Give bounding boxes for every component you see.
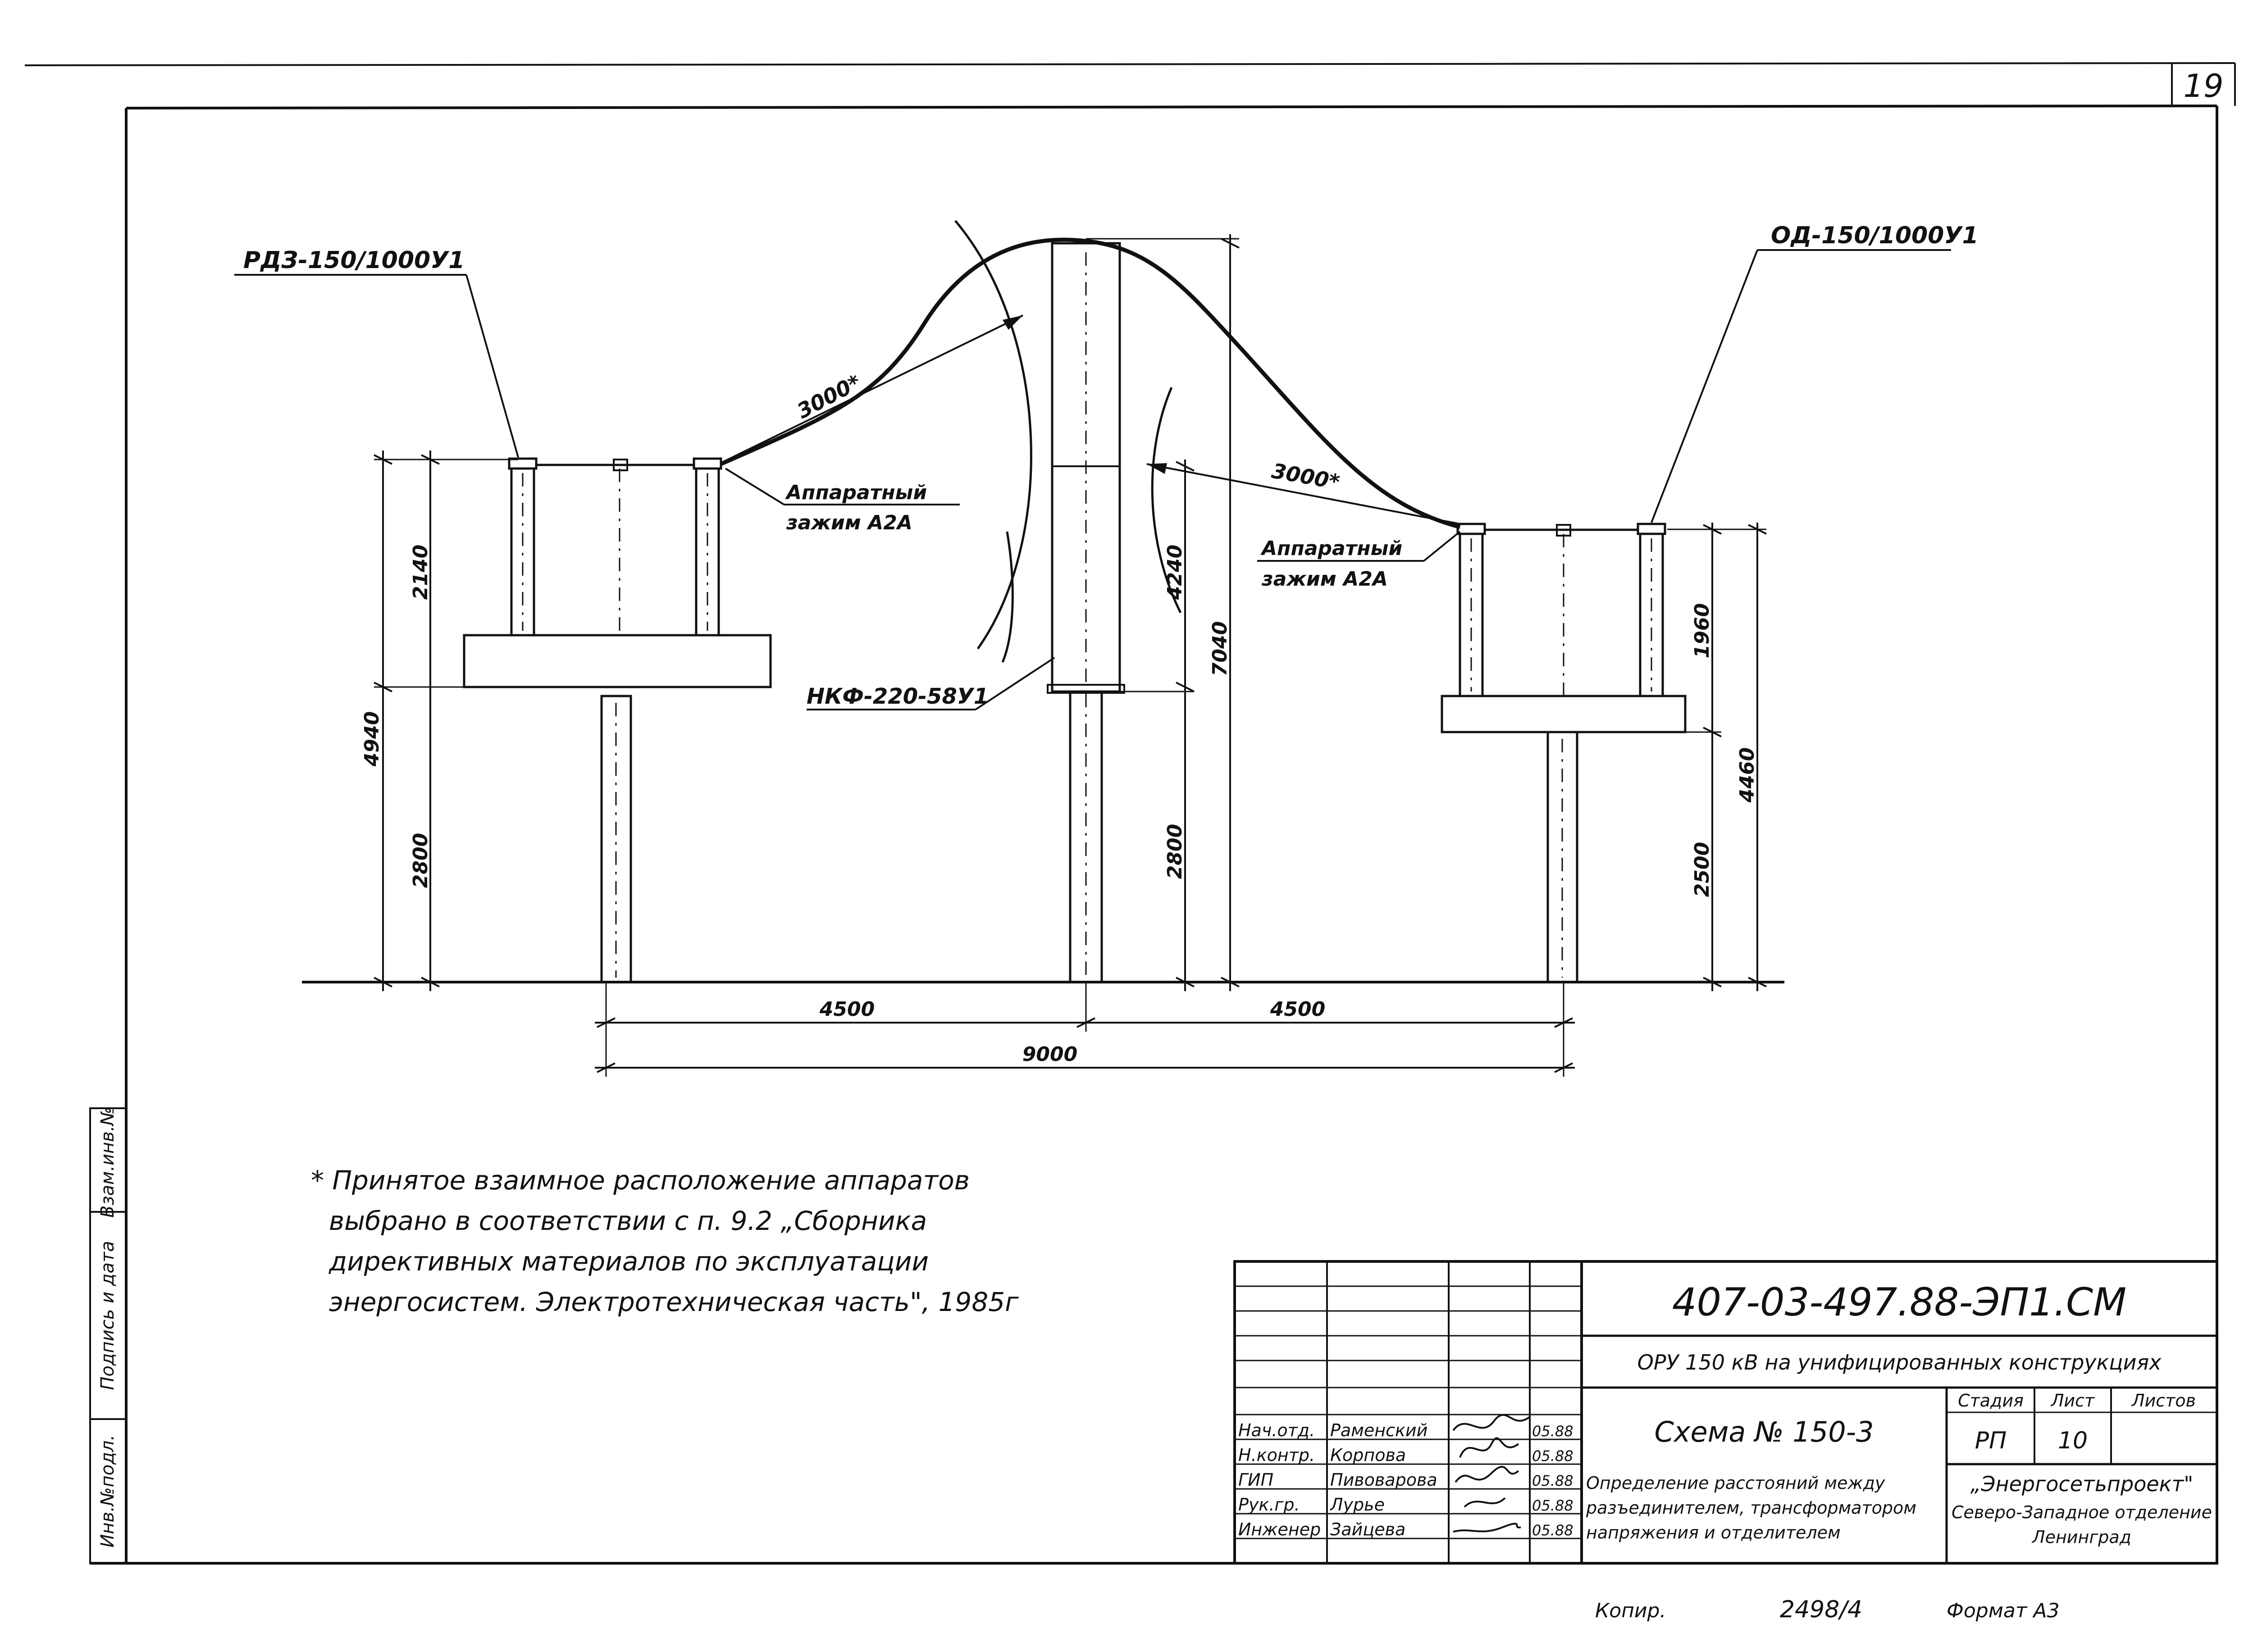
sig-name: Лурье — [1330, 1495, 1385, 1515]
footer-copy-label: Копир. — [1595, 1599, 1666, 1622]
tb-sheet-header: Лист — [2051, 1391, 2095, 1411]
sig-name: Корпова — [1330, 1445, 1406, 1465]
side-stamp-podpis-data: Подпись и дата — [97, 1241, 118, 1390]
tb-sheets-header: Листов — [2132, 1391, 2196, 1411]
clearance-line-left — [723, 315, 1023, 462]
label-clamp-right-2: зажим А2А — [1262, 568, 1388, 591]
tb-desc-1: Определение расстояний между — [1586, 1473, 1885, 1493]
tb-doc-code: 407-03-497.88-ЭП1.СМ — [1672, 1280, 2127, 1325]
dim-right-upper: 1960 — [1691, 603, 1714, 659]
signature-rows — [1238, 1420, 1573, 1539]
dim-right-total: 4460 — [1736, 747, 1759, 803]
note-line-3: директивных материалов по эксплуатации — [329, 1246, 929, 1277]
note-line-1: * Принятое взаимное расположение аппаратов — [311, 1165, 970, 1196]
clearance-arc-left — [955, 221, 1031, 649]
sig-date: 05.88 — [1532, 1522, 1573, 1539]
tb-scheme: Схема № 150-3 — [1654, 1415, 1874, 1448]
tb-stage: РП — [1975, 1427, 2007, 1454]
voltage-transformer — [1048, 243, 1124, 982]
horizontal-dimensions — [595, 982, 1575, 1077]
label-right-separator: ОД-150/1000У1 — [1771, 222, 1979, 249]
tb-desc-2: разъединителем, трансформатором — [1586, 1498, 1916, 1518]
left-disconnector — [464, 459, 771, 982]
sig-name: Зайцева — [1330, 1520, 1406, 1539]
label-clamp-left-1: Аппаратный — [786, 481, 927, 504]
tb-project: ОРУ 150 кВ на унифицированных конструкциях — [1637, 1350, 2162, 1374]
dim-left-total: 4940 — [360, 711, 383, 767]
sig-role: ГИП — [1238, 1470, 1274, 1490]
dim-span-right: 4500 — [1270, 998, 1326, 1021]
sig-role: Нач.отд. — [1238, 1420, 1315, 1440]
label-transformer: НКФ-220-58У1 — [807, 684, 989, 709]
sig-date: 05.88 — [1532, 1472, 1573, 1489]
tb-org-1: „Энергосетьпроект" — [1970, 1472, 2194, 1496]
label-clamp-right-1: Аппаратный — [1262, 537, 1403, 560]
clearance-arc-left-inner — [1003, 532, 1012, 662]
dim-right-lower: 2500 — [1691, 842, 1714, 897]
sig-name: Раменский — [1330, 1420, 1428, 1440]
tb-stage-header: Стадия — [1958, 1391, 2024, 1411]
sheet-corner-number: 19 — [2183, 68, 2224, 105]
tb-org-3: Ленинград — [2032, 1527, 2131, 1547]
sig-date: 05.88 — [1532, 1447, 1573, 1465]
dim-center-total: 7040 — [1209, 621, 1231, 677]
side-stamp-inv-podl: Инв.№подл. — [97, 1434, 118, 1548]
note-line-4: энергосистем. Электротехническая часть", 1985г — [329, 1287, 1019, 1317]
dim-span-total: 9000 — [1022, 1043, 1078, 1066]
dim-left-upper: 2140 — [409, 544, 432, 600]
footer-format: Формат А3 — [1947, 1599, 2060, 1622]
sig-date: 05.88 — [1532, 1423, 1573, 1440]
dim-left-lower: 2800 — [409, 833, 432, 888]
label-clamp-left-2: зажим А2А — [786, 511, 912, 534]
tb-org-2: Северо-Западное отделение — [1952, 1502, 2212, 1522]
sig-date: 05.88 — [1532, 1497, 1573, 1514]
label-left-disconnector: РДЗ-150/1000У1 — [243, 247, 465, 274]
sig-role: Инженер — [1238, 1520, 1321, 1539]
sig-name: Пивоварова — [1330, 1470, 1437, 1490]
clearance-arrow-right — [1147, 463, 1167, 474]
right-separator — [1442, 524, 1685, 982]
dim-center-upper: 4240 — [1163, 544, 1186, 600]
dim-span-left: 4500 — [819, 998, 875, 1021]
footer-copy-number: 2498/4 — [1780, 1596, 1862, 1623]
sig-role: Н.контр. — [1238, 1445, 1315, 1465]
tb-sheet: 10 — [2057, 1427, 2088, 1454]
side-stamp-vzam-inv: Взам.инв.№ — [97, 1106, 118, 1218]
side-stamp — [90, 1107, 126, 1563]
note-line-2: выбрано в соответствии с п. 9.2 „Сборника — [329, 1206, 927, 1236]
sheet-frame — [25, 63, 2235, 1563]
clearance-label-right: 3000* — [1270, 458, 1342, 495]
tb-desc-3: напряжения и отделителем — [1586, 1523, 1841, 1543]
clearance-label-left: 3000* — [793, 369, 865, 423]
sig-role: Рук.гр. — [1238, 1495, 1300, 1515]
dim-center-lower: 2800 — [1163, 824, 1186, 879]
